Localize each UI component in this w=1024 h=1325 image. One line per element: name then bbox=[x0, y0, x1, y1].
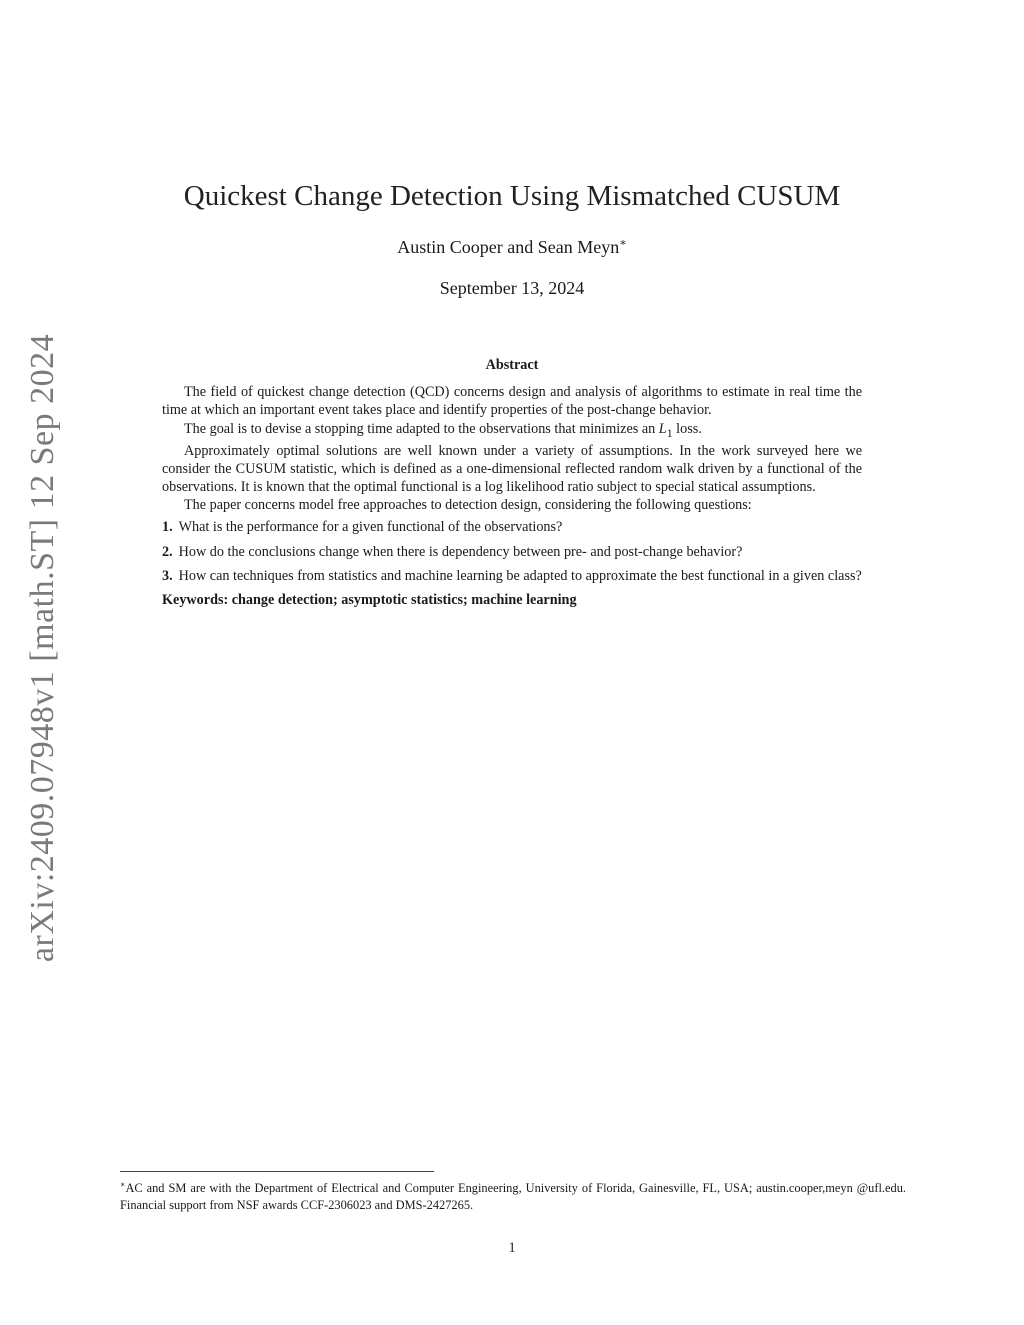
question-number: 3. bbox=[162, 567, 173, 584]
footnote-divider bbox=[120, 1171, 434, 1172]
question-text: How do the conclusions change when there is dependency between pre- and post-change behavior? bbox=[178, 543, 743, 560]
paper-title: Quickest Change Detection Using Mismatched CUSUM bbox=[183, 180, 841, 212]
abstract-paragraph-1: The field of quickest change detection (QCD) concerns design and analysis of algorithms to estimate in real time the time at which an important event takes place and identify properties of the post-change behavior. bbox=[162, 384, 862, 419]
question-item bbox=[162, 518, 862, 536]
abstract-paragraph-3: Approximately optimal solutions are well known under a variety of assumptions. In the work surveyed here we consider the CUSUM statistic, which is defined as a one-dimensional reflected random walk driven by a functional of the observations. It is known that the optimal functional is a log likelihood ratio subject to special statical assumptions. bbox=[162, 442, 862, 496]
abstract-section bbox=[162, 356, 862, 609]
footnote-text: AC and SM are with the Department of Electrical and Computer Engineering, University of Florida, Gainesville, FL, USA; austin.cooper,meyn @ufl.edu. Financial support from NSF awards CCF-2306023 and DMS-2427265. bbox=[120, 1181, 906, 1213]
question-item bbox=[162, 543, 862, 561]
question-text: What is the performance for a given functional of the observations? bbox=[178, 519, 563, 536]
abstract-paragraph-4: The paper concerns model free approaches to detection design, considering the following questions: bbox=[184, 497, 752, 514]
abstract-heading: Abstract bbox=[485, 357, 539, 373]
question-number: 2. bbox=[162, 543, 173, 560]
abstract-p2-tail: loss. bbox=[672, 420, 702, 437]
page-number: 1 bbox=[508, 1240, 516, 1256]
author-footnote-mark: ∗ bbox=[619, 237, 627, 249]
question-list bbox=[162, 518, 862, 585]
paper-authors bbox=[0, 236, 1024, 258]
math-subscript: 1 bbox=[666, 425, 673, 440]
arxiv-side-stamp: arXiv:2409.07948v1 [math.ST] 12 Sep 2024 bbox=[24, 333, 61, 963]
math-L: L bbox=[658, 420, 667, 437]
footnote bbox=[120, 1176, 906, 1214]
abstract-p2-text: The goal is to devise a stopping time adapted to the observations that minimizes an bbox=[184, 420, 659, 437]
question-item bbox=[162, 567, 862, 585]
paper-date: September 13, 2024 bbox=[439, 278, 585, 298]
keywords-line: Keywords: change detection; asymptotic statistics; machine learning bbox=[162, 592, 577, 609]
abstract-paragraph-2 bbox=[162, 420, 862, 442]
question-text: How can techniques from statistics and machine learning be adapted to approximate the best functional in a given class? bbox=[178, 567, 862, 584]
author-names: Austin Cooper and Sean Meyn bbox=[397, 237, 620, 257]
footnote-mark: ∗ bbox=[120, 1180, 126, 1189]
question-number: 1. bbox=[162, 519, 173, 536]
